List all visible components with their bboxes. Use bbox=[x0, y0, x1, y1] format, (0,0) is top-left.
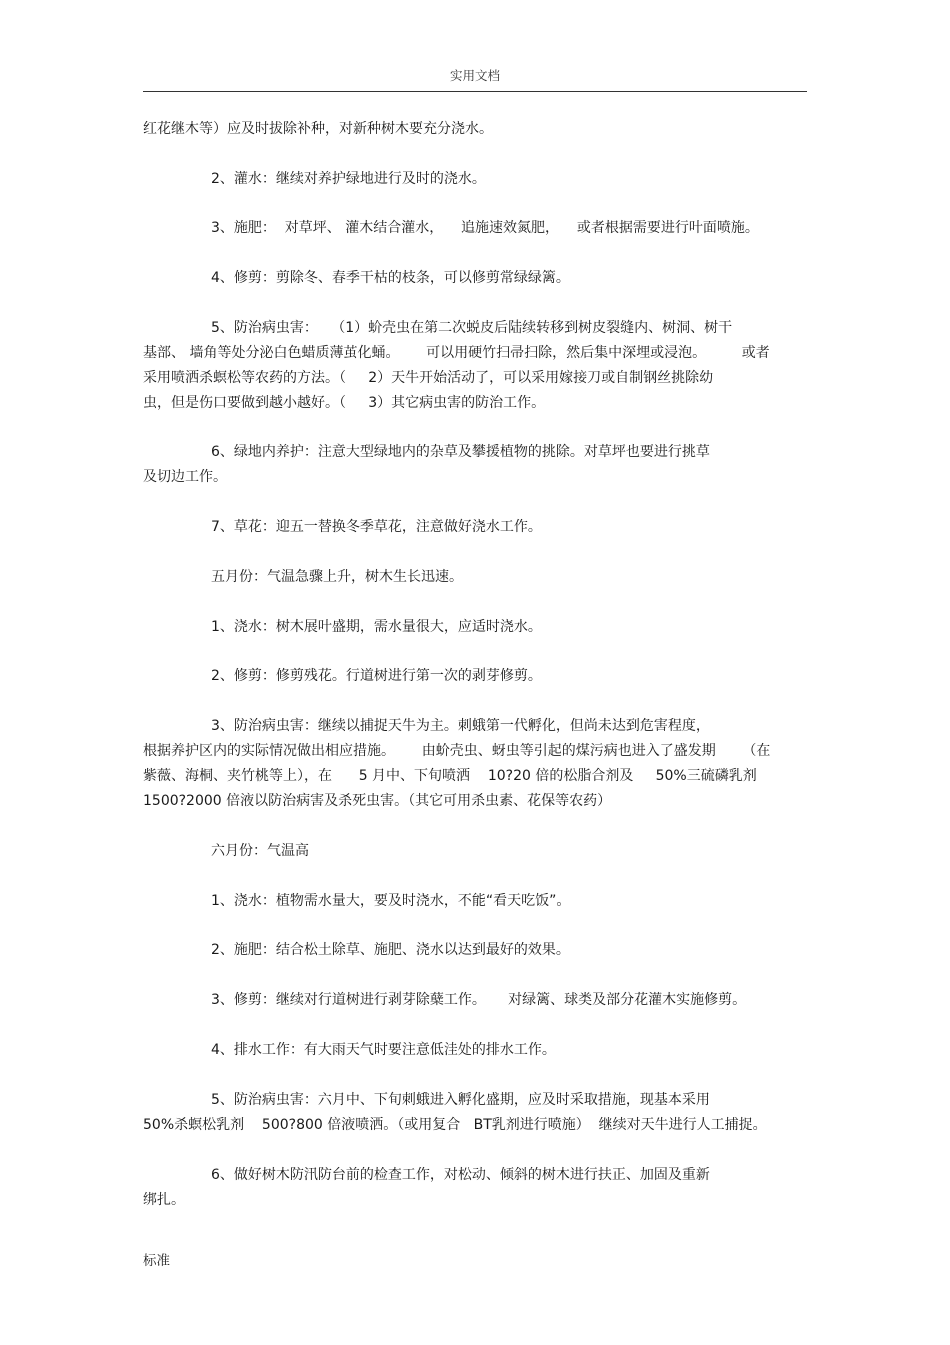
body-line: 紫薇、海桐、夹竹桃等上），在 5 月中、下旬喷洒 10?20 倍的松脂合剂及 50%三硫磷乳剂 bbox=[143, 768, 757, 784]
body-line: 3、修剪：继续对行道树进行剥芽除蘖工作。 对绿篱、球类及部分花灌木实施修剪。 bbox=[211, 992, 747, 1008]
body-line: 4、排水工作：有大雨天气时要注意低洼处的排水工作。 bbox=[211, 1042, 556, 1058]
body-line: 1、浇水：植物需水量大，要及时浇水，不能“看天吃饭”。 bbox=[211, 893, 571, 909]
body-line: 1、浇水：树木展叶盛期，需水量很大，应适时浇水。 bbox=[211, 619, 542, 635]
body-line: 3、防治病虫害：继续以捕捉天牛为主。刺蛾第一代孵化，但尚未达到危害程度， bbox=[211, 718, 710, 734]
body-line: 及切边工作。 bbox=[143, 469, 227, 485]
header-divider bbox=[143, 91, 807, 92]
body-line: 5、防治病虫害：六月中、下旬刺蛾进入孵化盛期，应及时采取措施，现基本采用 bbox=[211, 1092, 710, 1108]
body-line: 根据养护区内的实际情况做出相应措施。 由蚧壳虫、蚜虫等引起的煤污病也进入了盛发期 （在 bbox=[143, 743, 771, 759]
body-line: 红花继木等）应及时拔除补种，对新种树木要充分浇水。 bbox=[143, 121, 493, 137]
body-line: 3、施肥： 对草坪、 灌木结合灌水， 追施速效氮肥， 或者根据需要进行叶面喷施。 bbox=[211, 220, 759, 236]
body-line: 7、草花：迎五一替换冬季草花，注意做好浇水工作。 bbox=[211, 519, 542, 535]
body-line: 50%杀螟松乳剂 500?800 倍液喷洒。（或用复合 BT乳剂进行喷施） 继续对天牛进行人工捕捉。 bbox=[143, 1117, 767, 1133]
section-heading-june: 六月份：气温高 bbox=[211, 843, 309, 859]
body-line: 4、修剪：剪除冬、春季干枯的枝条，可以修剪常绿绿篱。 bbox=[211, 270, 570, 286]
body-line: 6、绿地内养护：注意大型绿地内的杂草及攀援植物的挑除。对草坪也要进行挑草 bbox=[211, 444, 710, 460]
page-header: 实用文档 bbox=[449, 68, 500, 83]
body-line: 2、修剪：修剪残花。行道树进行第一次的剥芽修剪。 bbox=[211, 668, 542, 684]
body-line: 6、做好树木防汛防台前的检查工作，对松动、倾斜的树木进行扶正、加固及重新 bbox=[211, 1167, 710, 1183]
body-line: 基部、 墙角等处分泌白色蜡质薄茧化蛹。 可以用硬竹扫帚扫除，然后集中深埋或浸泡。 或者 bbox=[143, 345, 770, 361]
page-footer: 标准 bbox=[143, 1253, 170, 1269]
body-line: 绑扎。 bbox=[143, 1192, 185, 1208]
body-line: 1500?2000 倍液以防治病害及杀死虫害。（其它可用杀虫素、花保等农药） bbox=[143, 793, 612, 809]
body-line: 2、灌水：继续对养护绿地进行及时的浇水。 bbox=[211, 171, 486, 187]
body-line: 2、施肥：结合松土除草、施肥、浇水以达到最好的效果。 bbox=[211, 942, 570, 958]
section-heading-may: 五月份：气温急骤上升，树木生长迅速。 bbox=[211, 569, 463, 585]
body-line: 5、防治病虫害： （1）蚧壳虫在第二次蜕皮后陆续转移到树皮裂缝内、树洞、树干 bbox=[211, 320, 733, 336]
body-line: 采用喷洒杀螟松等农药的方法。（ 2）天牛开始活动了，可以采用嫁接刀或自制钢丝挑除幼 bbox=[143, 370, 714, 386]
body-line: 虫，但是伤口要做到越小越好。（ 3）其它病虫害的防治工作。 bbox=[143, 395, 546, 411]
